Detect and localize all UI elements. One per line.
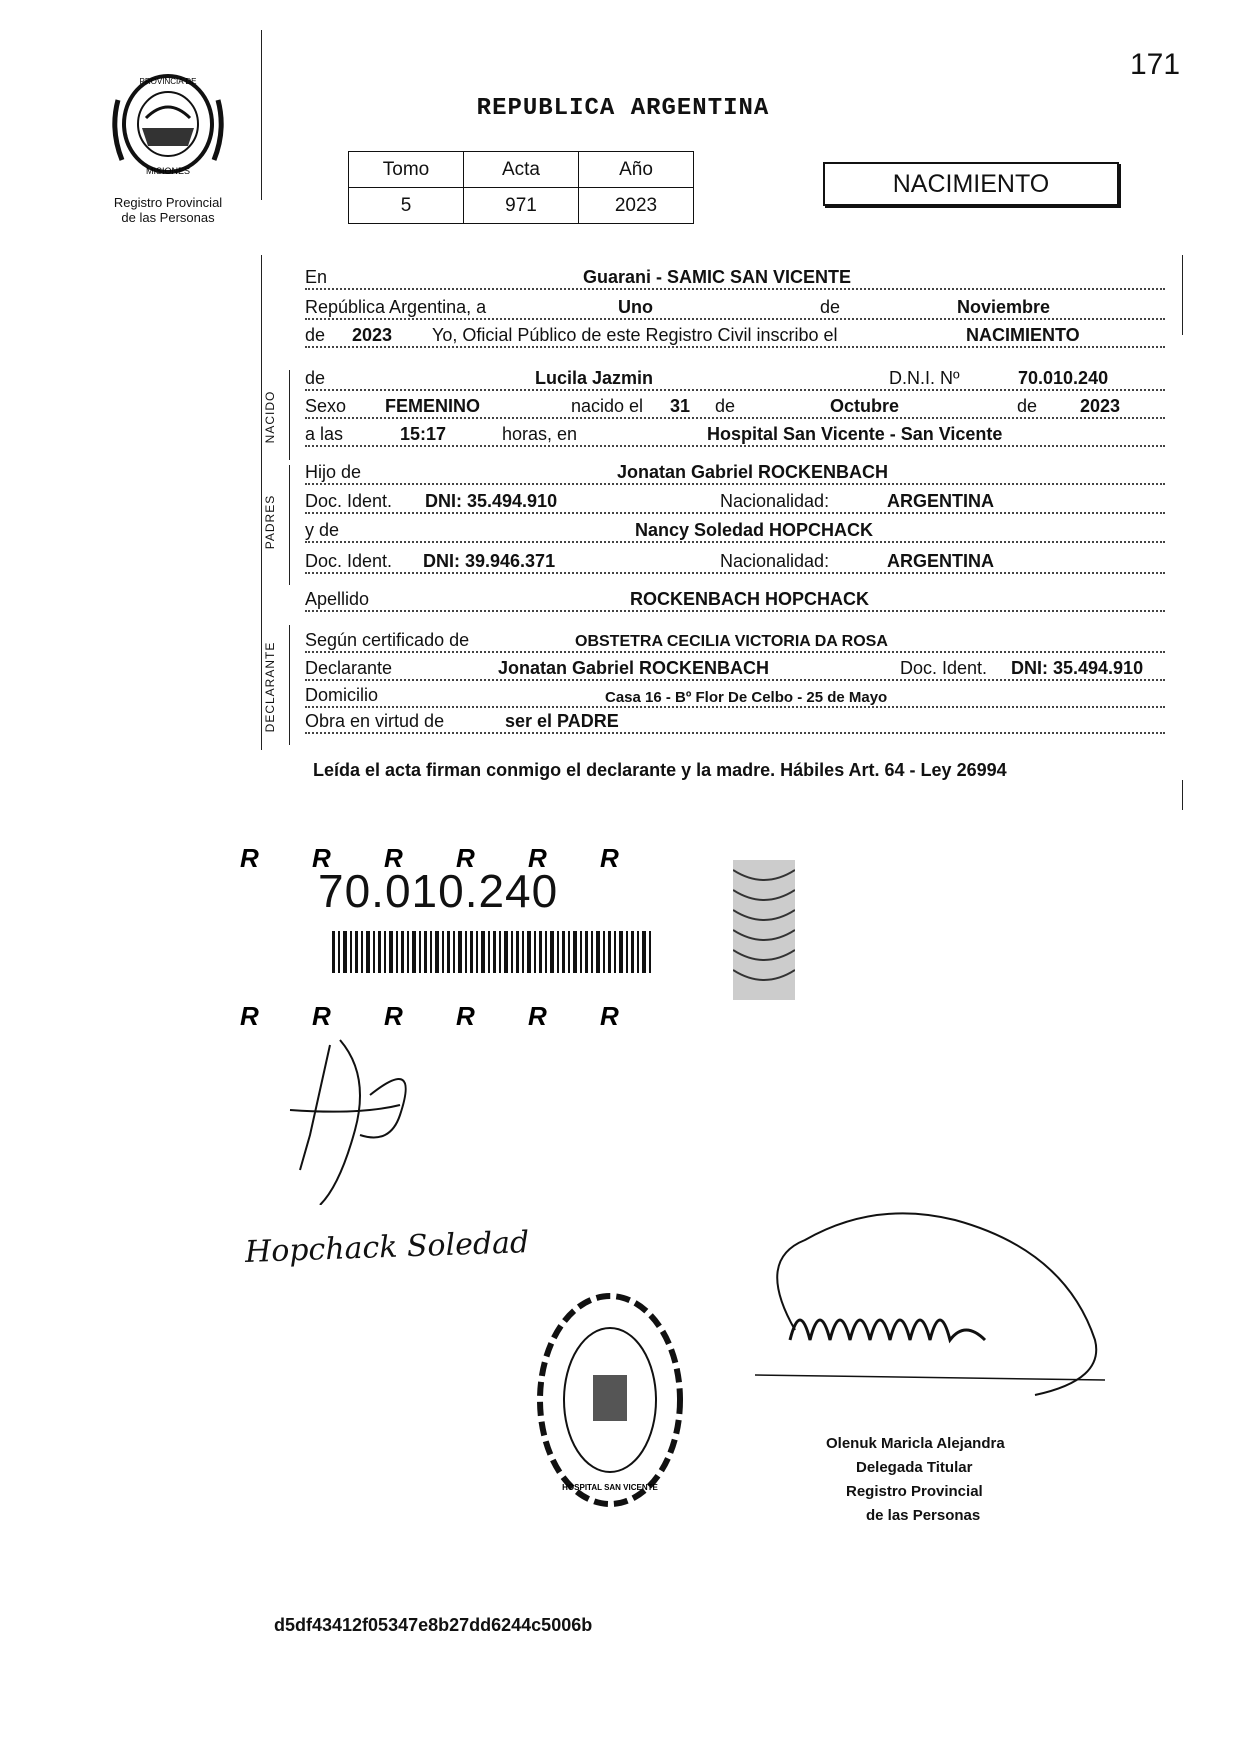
- right-margin-line: [1182, 255, 1183, 335]
- label-en: En: [305, 267, 328, 287]
- section-label-padres: PADRES: [263, 494, 277, 550]
- label-horas-en: horas, en: [502, 424, 578, 444]
- label-obra: Obra en virtud de: [305, 711, 445, 731]
- value-dia-nac: 31: [670, 396, 691, 416]
- section-label-nacido: NACIDO: [263, 390, 277, 444]
- row-lugar: [305, 264, 1165, 292]
- stamp-pattern-glyph: R: [312, 1001, 331, 1031]
- label-sexo: Sexo: [305, 396, 347, 416]
- label-de-nombre: de: [305, 368, 326, 388]
- label-yo: Yo, Oficial Público de este Registro Civil inscribo el: [432, 325, 838, 345]
- value-dni: 70.010.240: [1018, 368, 1109, 388]
- row-hora: [305, 421, 1165, 449]
- label-y-de: y de: [305, 520, 340, 540]
- section-label-declarante: DECLARANTE: [263, 641, 277, 733]
- svg-text:HOSPITAL SAN VICENTE: HOSPITAL SAN VICENTE: [562, 1483, 658, 1492]
- register-table: [348, 151, 694, 224]
- stamp-pattern-glyph: R: [384, 1001, 403, 1031]
- label-doc-ident-3: Doc. Ident.: [900, 658, 988, 678]
- logo-caption: [88, 195, 248, 225]
- official-signature: [735, 1200, 1125, 1400]
- logo-caption-line-2: de las Personas: [121, 210, 215, 225]
- value-nombre: Lucila Jazmin: [535, 368, 654, 388]
- section-line-declarante: [289, 625, 290, 745]
- official-org-line-2: de las Personas: [866, 1507, 981, 1524]
- label-nacido-el: nacido el: [571, 396, 644, 416]
- logo-caption-line-1: Registro Provincial: [113, 195, 223, 210]
- row-padre-doc: [305, 488, 1165, 516]
- stamp-pattern-bottom: [240, 1001, 619, 1031]
- value-domicilio: Casa 16 - Bº Flor De Celbo - 25 de Mayo: [605, 689, 888, 706]
- stamp-pattern-glyph: R: [600, 1001, 619, 1031]
- official-title: Delegada Titular: [856, 1459, 973, 1476]
- stamp-pattern-glyph: R: [456, 1001, 475, 1031]
- stamp-pattern-glyph: R: [240, 843, 259, 873]
- value-declarante: Jonatan Gabriel ROCKENBACH: [498, 658, 770, 678]
- declarant-signature: [280, 1035, 430, 1205]
- value-tipo: NACIMIENTO: [966, 325, 1080, 345]
- row-fecha-inscripcion: [305, 294, 1165, 322]
- value-padre-nac: ARGENTINA: [887, 491, 994, 511]
- value-anio-inscripcion: 2023: [352, 325, 393, 345]
- official-stamp-text: [826, 1432, 1005, 1528]
- record-type-box: NACIMIENTO: [823, 162, 1119, 206]
- label-hijo-de: Hijo de: [305, 462, 362, 482]
- label-declarante: Declarante: [305, 658, 393, 678]
- label-de: de: [820, 297, 841, 317]
- label-doc-ident: Doc. Ident.: [305, 491, 393, 511]
- register-header-anio: Año: [579, 152, 694, 188]
- label-dni: D.N.I. Nº: [889, 368, 960, 388]
- label-de-anio: de: [1017, 396, 1038, 416]
- provincial-seal-logo: [108, 70, 228, 178]
- register-value-acta: 971: [464, 188, 579, 224]
- value-certificado: OBSTETRA CECILIA VICTORIA DA ROSA: [575, 633, 888, 650]
- svg-text:MISIONES: MISIONES: [145, 166, 191, 176]
- row-nombre: [305, 365, 1165, 393]
- label-nacionalidad: Nacionalidad:: [720, 491, 830, 511]
- register-value-anio: 2023: [579, 188, 694, 224]
- page-number: 171: [1130, 48, 1181, 81]
- right-margin-line: [1182, 780, 1183, 810]
- value-padre: Jonatan Gabriel ROCKENBACH: [617, 462, 889, 482]
- value-madre-nac: ARGENTINA: [887, 551, 994, 571]
- row-madre: [305, 517, 1165, 545]
- label-doc-ident-2: Doc. Ident.: [305, 551, 393, 571]
- id-stamp-number: 70.010.240: [318, 865, 559, 917]
- hospital-seal: [535, 1290, 685, 1510]
- stamp-pattern-glyph: R: [528, 1001, 547, 1031]
- stamp-pattern-glyph: R: [456, 843, 475, 873]
- stamp-pattern-glyph: R: [384, 843, 403, 873]
- section-line-padres: [289, 465, 290, 585]
- register-value-tomo: 5: [349, 188, 464, 224]
- stamp-pattern-glyph: R: [240, 1001, 259, 1031]
- value-obra: ser el PADRE: [505, 711, 619, 731]
- value-anio-nac: 2023: [1080, 396, 1121, 416]
- value-dia-inscripcion: Uno: [618, 297, 653, 317]
- stamp-barcode: [332, 931, 651, 973]
- row-anio-inscripcion: [305, 322, 1165, 350]
- label-de-mes: de: [715, 396, 736, 416]
- row-obra: [305, 708, 1165, 736]
- value-madre: Nancy Soledad HOPCHACK: [635, 520, 874, 540]
- official-org-line-1: Registro Provincial: [846, 1483, 983, 1500]
- label-de2: de: [305, 325, 326, 345]
- value-mes-nac: Octubre: [830, 396, 900, 416]
- country-title: REPUBLICA ARGENTINA: [476, 95, 770, 122]
- value-madre-doc: DNI: 39.946.371: [423, 551, 556, 571]
- stamp-pattern-glyph: R: [600, 843, 619, 873]
- svg-text:PROVINCIA DE: PROVINCIA DE: [139, 77, 197, 86]
- row-madre-doc: [305, 548, 1165, 576]
- left-margin-line: [261, 255, 262, 750]
- document-hash: d5df43412f05347e8b27dd6244c5006b: [274, 1615, 593, 1635]
- register-header-tomo: Tomo: [349, 152, 464, 188]
- value-lugar: Guarani - SAMIC SAN VICENTE: [583, 267, 852, 287]
- official-name: Olenuk Maricla Alejandra: [826, 1435, 1005, 1452]
- value-declarante-doc: DNI: 35.494.910: [1011, 658, 1144, 678]
- value-mes-inscripcion: Noviembre: [957, 297, 1051, 317]
- value-apellido: ROCKENBACH HOPCHACK: [630, 589, 870, 609]
- value-padre-doc: DNI: 35.494.910: [425, 491, 558, 511]
- row-padre: [305, 459, 1165, 487]
- left-margin-line: [261, 30, 262, 200]
- value-sexo: FEMENINO: [385, 396, 481, 416]
- row-declarante: [305, 655, 1165, 683]
- value-hora: 15:17: [400, 424, 447, 444]
- label-domicilio: Domicilio: [305, 685, 379, 705]
- section-line-nacido: [289, 370, 290, 460]
- register-header-acta: Acta: [464, 152, 579, 188]
- label-republica: República Argentina, a: [305, 297, 487, 317]
- value-lugar-nac: Hospital San Vicente - San Vicente: [707, 424, 1003, 444]
- row-certificado: [305, 627, 1165, 655]
- row-domicilio: [305, 682, 1165, 710]
- stamp-pattern-glyph: R: [528, 843, 547, 873]
- closing-note: Leída el acta firman conmigo el declarante y la madre. Hábiles Art. 64 - Ley 26994: [313, 760, 1007, 780]
- label-a-las: a las: [305, 424, 344, 444]
- label-segun: Según certificado de: [305, 630, 470, 650]
- stamp-pattern-glyph: R: [312, 843, 331, 873]
- mother-signature-name: Hopchack Soledad: [244, 1225, 530, 1270]
- security-hologram: [733, 860, 795, 1000]
- label-nacionalidad-2: Nacionalidad:: [720, 551, 830, 571]
- row-apellido: [305, 586, 1165, 614]
- label-apellido: Apellido: [305, 589, 370, 609]
- row-sexo: [305, 393, 1165, 421]
